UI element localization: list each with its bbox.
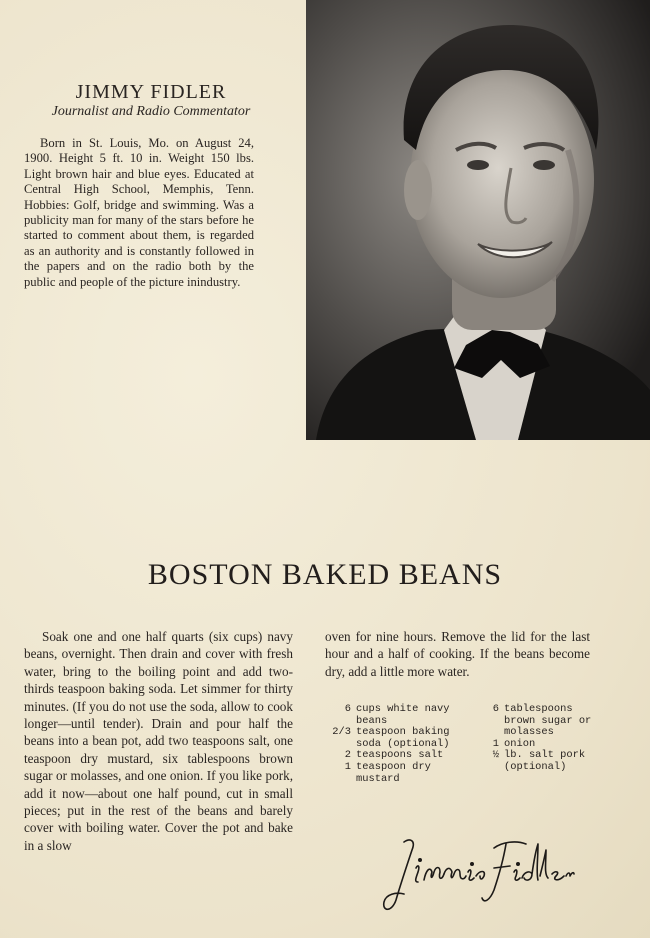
person-name: JIMMY FIDLER <box>75 81 227 104</box>
ingredients-column-left <box>325 704 460 785</box>
ingredient-quantity: ½ <box>492 749 499 762</box>
recipe-title: BOSTON BAKED BEANS <box>147 558 503 591</box>
ingredient-item <box>325 704 460 727</box>
ingredient-quantity: 2 <box>344 749 351 762</box>
handwritten-signature <box>376 820 576 920</box>
ingredient-text: cups white navy beans <box>356 703 450 727</box>
ghost-through-text <box>150 505 510 530</box>
ingredient-item <box>473 704 595 739</box>
ingredient-item <box>325 727 460 750</box>
ingredients-column-right <box>473 704 595 774</box>
ingredient-text: teaspoon dry mustard <box>356 760 431 785</box>
ingredient-quantity: 2/3 <box>332 726 351 739</box>
ingredient-text: teaspoons salt <box>356 749 444 762</box>
ingredient-quantity: 6 <box>492 703 499 715</box>
ingredient-quantity: 1 <box>492 737 499 750</box>
ingredient-text: teaspoon baking soda (optional) <box>356 726 450 750</box>
recipe-instructions-column-1: Soak one and one half quarts (six cups) navy beans, overnight. Then drain and cover with fresh water, bring to the boiling point and add two-thirds teaspoon baking soda. Let simmer for thirty minutes. (If you do not use the soda, allow to cook longer—until tender). Drain and pour half the beans into a bean pot, add two teaspoons salt, one teaspoon dry mustard, six tablespoons brown sugar or molasses, and one onion. If you like pork, add it now—about one half pound, cut in small pieces; put in the rest of the beans and barely cover with boiling water. Cover the pot and bake in a slow <box>24 629 293 853</box>
ingredient-text: onion <box>504 737 536 750</box>
biography-text: Born in St. Louis, Mo. on August 24, 1900. Height 5 ft. 10 in. Weight 150 lbs. Light brown hair and blue eyes. Educated at Central High School, Memphis, Tenn. Hobbies: Golf, bridge and swimming. Was a publicity man for many of the stars before he started to comment about them, is regarded as an authority and is constantly followed in the papers and on the radio both by the public and people of the picture inindustry. <box>24 136 254 289</box>
recipe-instructions-column-2: oven for nine hours. Remove the lid for the last hour and a half of cooking. If the beans become dry, add a little more water. <box>325 629 590 679</box>
ingredient-text: lb. salt pork (optional) <box>504 749 586 773</box>
ingredient-item <box>325 762 460 785</box>
ingredient-quantity: 1 <box>344 760 351 773</box>
ingredient-quantity: 6 <box>344 703 351 715</box>
ingredient-item <box>473 750 595 773</box>
person-role: Journalist and Radio Commentator <box>51 104 251 119</box>
ingredient-text: tablespoons brown sugar or molasses <box>504 703 592 739</box>
portrait-photo <box>306 0 650 440</box>
